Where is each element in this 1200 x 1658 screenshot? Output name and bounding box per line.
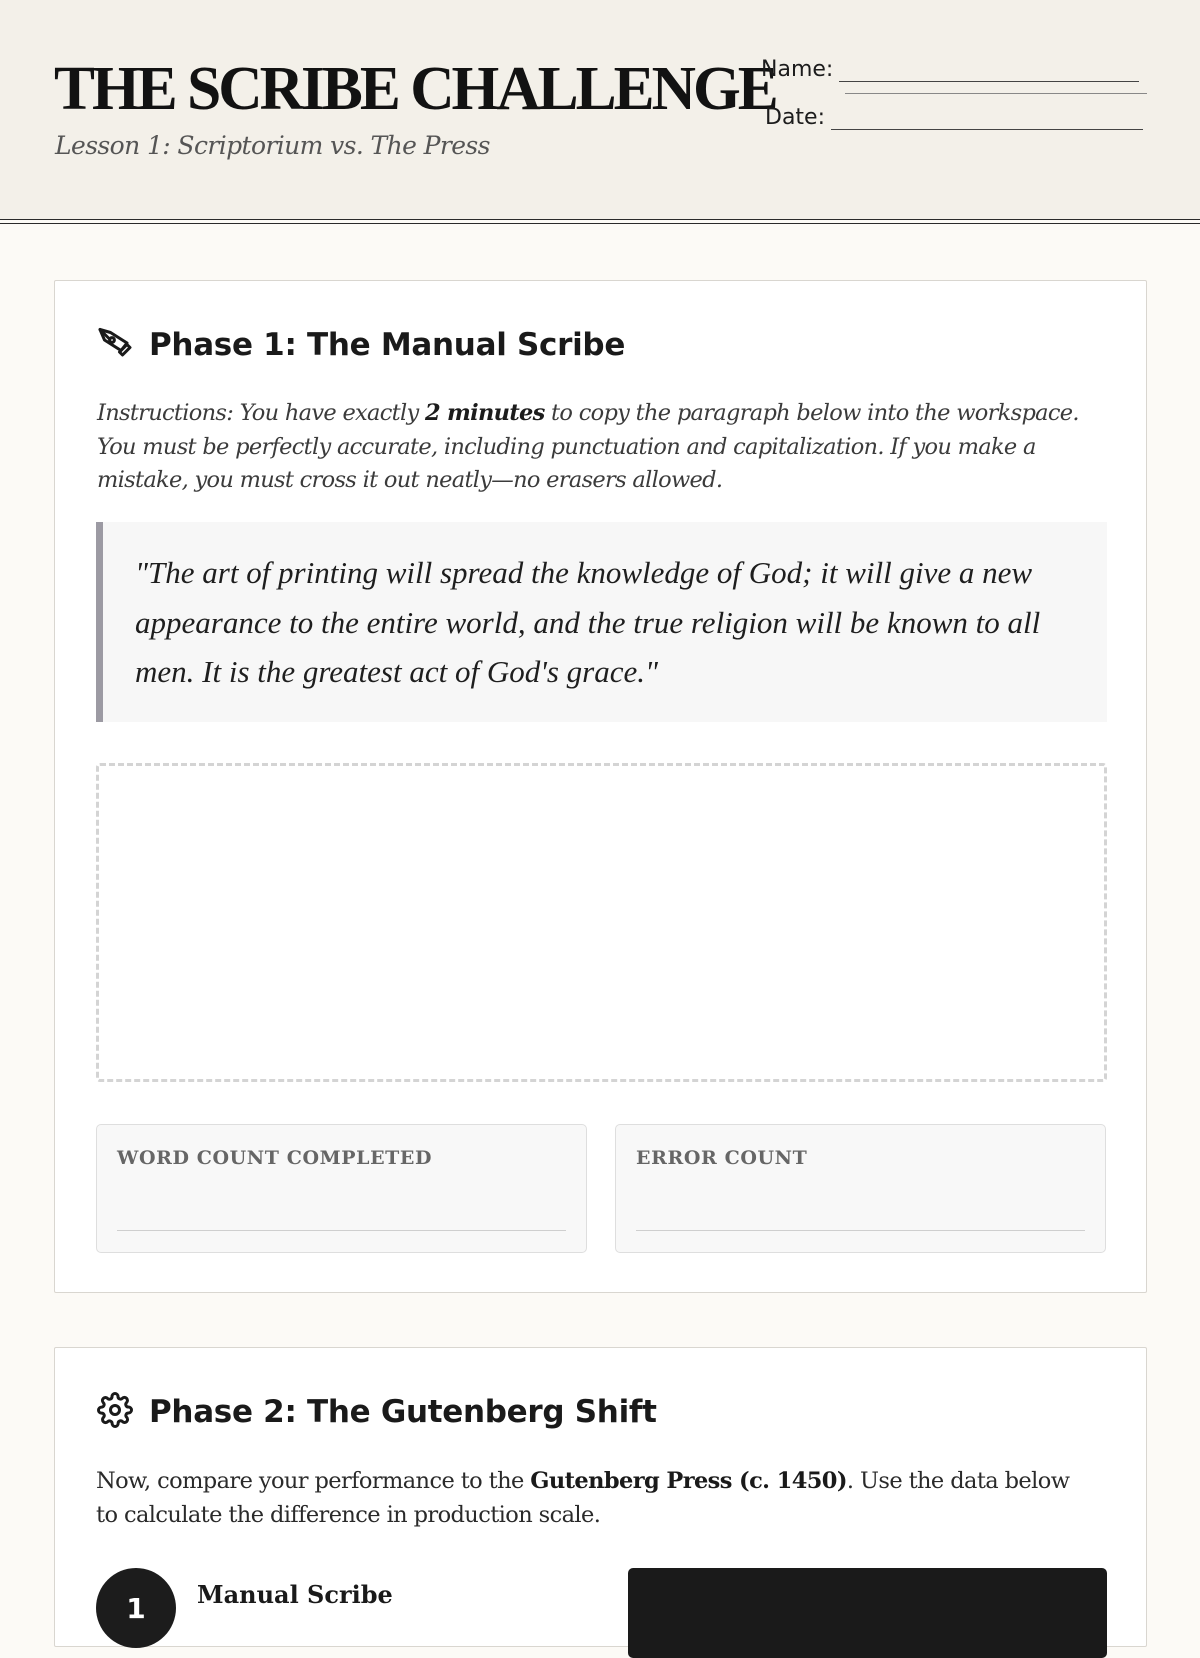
press-data-panel: [628, 1568, 1107, 1658]
word-count-box[interactable]: [96, 1124, 587, 1253]
name-line[interactable]: [839, 60, 1139, 82]
worksheet-title: THE SCRIBE CHALLENGE: [54, 55, 776, 123]
error-count-label: ERROR COUNT: [636, 1147, 808, 1169]
phase1-card: [54, 280, 1147, 1293]
pen-nib-icon: [97, 325, 133, 365]
word-count-label: WORD COUNT COMPLETED: [117, 1147, 433, 1169]
date-field[interactable]: [765, 105, 1143, 130]
phase2-card: [54, 1347, 1147, 1647]
error-count-line[interactable]: [636, 1230, 1085, 1231]
phase2-header: [97, 1392, 657, 1432]
quote-text: "The art of printing will spread the knowledge of God; it will give a new appearance to the entire world, and the true religion will be known to all men. It is the greatest act of God's grace.": [135, 555, 1041, 689]
phase2-intro: Now, compare your performance to the Gutenberg Press (c. 1450). Use the data below to calculate the difference in production scale.: [96, 1468, 1070, 1528]
scribe-avatar: 1: [96, 1568, 176, 1648]
manual-scribe-label: Manual Scribe: [197, 1580, 393, 1609]
name-divider: [845, 93, 1147, 94]
word-count-line[interactable]: [117, 1230, 566, 1231]
copy-workspace[interactable]: [96, 763, 1107, 1082]
lesson-subtitle: Lesson 1: Scriptorium vs. The Press: [55, 131, 490, 160]
worksheet-header: [0, 0, 1200, 220]
name-label: Name:: [761, 57, 834, 82]
source-quote: [96, 522, 1107, 722]
phase1-title: Phase 1: The Manual Scribe: [149, 327, 626, 363]
gutenberg-press-ref: Gutenberg Press (c. 1450): [530, 1468, 847, 1494]
gear-icon: [97, 1392, 133, 1432]
phase1-header: [97, 325, 625, 365]
time-limit: 2 minutes: [424, 400, 545, 426]
name-field[interactable]: [761, 57, 1139, 82]
phase2-title: Phase 2: The Gutenberg Shift: [149, 1394, 657, 1430]
date-label: Date:: [765, 105, 825, 130]
phase1-instructions: Instructions: You have exactly 2 minutes to copy the paragraph below into the workspace. You must be perfectly accurate, including punctuation and capitalization. If you make a mistake, you must cross it out neatly—no erasers allowed.: [97, 400, 1079, 493]
error-count-box[interactable]: [615, 1124, 1106, 1253]
date-line[interactable]: [831, 108, 1143, 130]
